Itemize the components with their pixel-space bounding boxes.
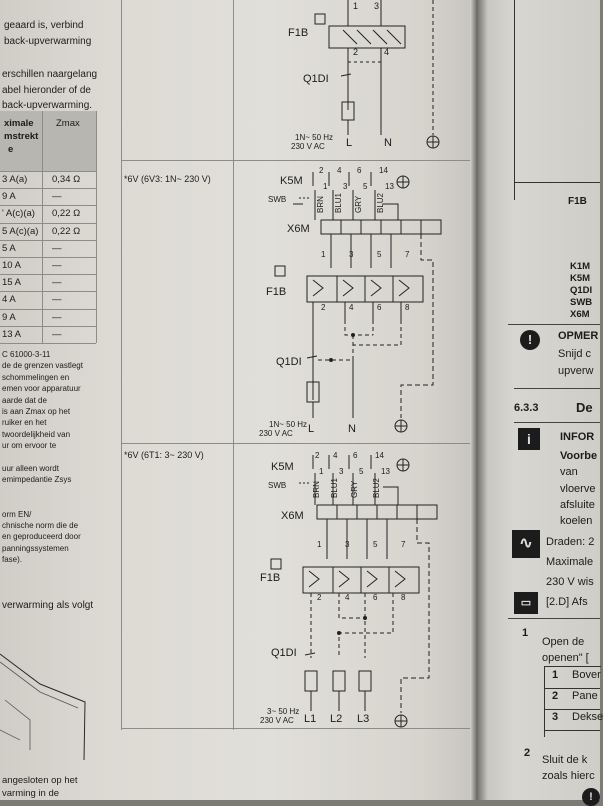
- sub-step-number: 1: [552, 669, 559, 681]
- terminal-number: 2: [319, 166, 324, 175]
- wiring-diagram-panel: [121, 0, 473, 800]
- left-page: [0, 0, 122, 800]
- table-row-border: [0, 343, 96, 344]
- breaker-terminal: 1: [317, 540, 322, 549]
- table-row-border: [0, 257, 96, 258]
- sub-step-border: [544, 730, 600, 731]
- box-border: [514, 0, 515, 200]
- swb-label: SWB: [268, 481, 287, 490]
- sub-step-text: Dekse: [572, 711, 603, 723]
- note-line: ruiker en het: [2, 418, 47, 428]
- terminal-number: 5: [359, 467, 364, 476]
- wire-color-label: BLU1: [330, 477, 339, 498]
- wire-color-label: BLU1: [334, 192, 343, 213]
- section-label-6t1: *6V (6T1: 3~ 230 V): [124, 450, 204, 460]
- section-label-6v3: *6V (6V3: 1N~ 230 V): [124, 174, 211, 184]
- breaker-terminal: 8: [405, 303, 410, 312]
- table-row-border: [0, 274, 96, 275]
- legend-item: K1M: [570, 261, 591, 272]
- table-header-current: mstrekt: [4, 131, 39, 142]
- step-number: 1: [522, 627, 529, 639]
- supply-label: 3~ 50 Hz: [267, 707, 300, 716]
- note-line: en geproduceerd door: [2, 532, 81, 542]
- info-title: INFOR: [560, 431, 595, 443]
- note-line: upverw: [558, 365, 594, 377]
- neutral-terminal: N: [384, 137, 392, 149]
- table-cell-zmax: 0,22 Ω: [52, 225, 81, 237]
- info-line: Voorbe: [560, 450, 598, 462]
- note-line: uur alleen wordt: [2, 464, 59, 473]
- table-row-border: [0, 309, 96, 310]
- terminal-number: 1: [353, 1, 359, 11]
- wire-color-label: BLU2: [376, 192, 385, 213]
- breaker-terminal: 2: [321, 303, 326, 312]
- breaker-terminal: 1: [321, 250, 326, 259]
- x6m-label: X6M: [287, 223, 310, 235]
- phase-terminal: L1: [304, 713, 317, 725]
- step-line: zoals hierc: [542, 770, 595, 782]
- note-line: C 61000-3-11: [2, 350, 51, 359]
- terminal-number: 2: [353, 47, 359, 57]
- sub-step-text: Pane: [572, 690, 598, 702]
- note-line: schommelingen en: [2, 372, 70, 382]
- section-title: De: [576, 400, 593, 415]
- legend-item: Q1DI: [570, 285, 593, 296]
- breaker-terminal: 4: [345, 593, 350, 602]
- settings-screen-icon: ▭: [514, 592, 538, 614]
- table-cell-current: 5 A(c)(a): [2, 225, 39, 237]
- table-cell-current: 4 A: [2, 294, 16, 306]
- table-cell-zmax: —: [52, 294, 62, 306]
- note-line: emimpedantie Zsys: [2, 475, 72, 485]
- heater-drawing: [0, 640, 100, 760]
- table-header-zmax: Zmax: [56, 118, 80, 129]
- q1di-label: Q1DI: [271, 647, 297, 659]
- table-cell-zmax: 0,22 Ω: [52, 208, 81, 220]
- f1b-label: F1B: [260, 572, 281, 584]
- info-line: afsluite: [560, 499, 595, 511]
- breaker-terminal: 8: [401, 593, 406, 602]
- top-circuit-diagram: [233, 0, 473, 160]
- supply-label: 1N~ 50 Hz: [269, 420, 308, 429]
- breaker-terminal: 7: [401, 540, 406, 549]
- intro-line: geaard is, verbind: [4, 20, 84, 31]
- terminal-number: 4: [337, 166, 342, 175]
- rule: [508, 618, 600, 619]
- note-line: panningssystemen: [2, 543, 69, 553]
- table-row-border: [0, 188, 96, 189]
- phase-terminal: L3: [357, 713, 370, 725]
- wire-color-label: BRN: [316, 196, 325, 213]
- k5m-label: K5M: [271, 461, 294, 473]
- supply-label: 1N~ 50 Hz: [295, 133, 334, 142]
- info-icon: i: [518, 428, 540, 450]
- note-line: emen voor apparatuur: [2, 384, 81, 394]
- table-cell-current: 13 A: [2, 328, 22, 340]
- panel-border: [121, 0, 122, 730]
- terminal-number: 13: [385, 182, 394, 191]
- table-cell-current: 5 A: [2, 242, 16, 254]
- table-row-border: [0, 223, 96, 224]
- k5m-label: K5M: [280, 175, 303, 187]
- table-header-current: ximale: [4, 118, 34, 129]
- legend-item: SWB: [570, 297, 593, 308]
- right-page: [478, 0, 603, 803]
- breaker-terminal: 5: [377, 250, 382, 259]
- f1b-label: F1B: [266, 286, 287, 298]
- section-number: 6.3.3: [514, 402, 539, 414]
- table-cell-current: 9 A: [2, 311, 16, 323]
- note-line: chnische norm die de: [2, 521, 79, 530]
- note-line: orm EN/: [2, 509, 32, 519]
- paragraph-line: angesloten op het: [2, 775, 78, 786]
- breaker-terminal: 4: [349, 303, 354, 312]
- note-line: ur om ervoor te: [2, 441, 57, 451]
- note-line: Snijd c: [558, 348, 592, 360]
- table-row-border: [0, 205, 96, 206]
- spec-line: [2.D] Afs: [546, 596, 588, 608]
- box-border: [514, 182, 600, 183]
- phase-terminal: L2: [330, 713, 343, 725]
- wire-color-label: GRY: [354, 195, 363, 213]
- rule: [508, 324, 600, 325]
- step-number: 2: [524, 747, 531, 759]
- wire-color-label: BLU2: [372, 477, 381, 498]
- terminal-number: 6: [353, 451, 358, 460]
- table-header-current: e: [8, 144, 14, 155]
- sub-step-border: [544, 709, 600, 710]
- legend-item: X6M: [570, 309, 590, 320]
- table-cell-zmax: 0,34 Ω: [52, 174, 81, 185]
- table-cell-zmax: —: [52, 260, 62, 271]
- table-divider: [96, 111, 97, 343]
- table-cell-zmax: —: [52, 242, 62, 254]
- line-terminal: L: [346, 137, 353, 149]
- breaker-terminal: 3: [345, 540, 350, 549]
- breaker-terminal: 7: [405, 250, 410, 259]
- breaker-terminal: 5: [373, 540, 378, 549]
- paragraph-line: back-upverwarming.: [2, 100, 93, 111]
- sub-step-border: [544, 688, 600, 689]
- f1b-label: F1B: [568, 196, 587, 207]
- note-line: twoordelijkheid van: [2, 429, 71, 439]
- x6m-label: X6M: [281, 510, 304, 522]
- sub-step-number: 3: [552, 711, 559, 723]
- step-line: Open de: [542, 636, 585, 648]
- warning-icon: !: [582, 788, 600, 806]
- sub-step-number: 2: [552, 690, 559, 702]
- table-cell-current: 10 A: [2, 260, 22, 271]
- paragraph-line: verwarming als volgt: [2, 600, 94, 611]
- cable-icon: ∿: [512, 530, 540, 558]
- table-row-border: [0, 240, 96, 241]
- terminal-number: 3: [339, 467, 344, 476]
- paragraph-line: abel hieronder of de: [2, 85, 91, 96]
- q1di-label: Q1DI: [303, 73, 329, 85]
- breaker-terminal: 3: [349, 250, 354, 259]
- terminal-number: 14: [379, 166, 388, 175]
- q1di-label: Q1DI: [276, 356, 302, 368]
- info-line: van: [560, 466, 578, 478]
- swb-label: SWB: [268, 195, 287, 204]
- terminal-number: 1: [319, 467, 324, 476]
- table-cell-current: 15 A: [2, 277, 22, 289]
- rule: [514, 422, 600, 423]
- paragraph-line: erschillen naargelang: [2, 69, 98, 80]
- intro-line: back-upverwarming: [4, 36, 92, 47]
- terminal-number: 14: [375, 451, 384, 460]
- note-line: aarde dat de: [2, 395, 47, 405]
- terminal-number: 13: [381, 467, 390, 476]
- breaker-terminal: 6: [377, 303, 382, 312]
- terminal-number: 1: [323, 182, 328, 191]
- spec-line: Maximale: [546, 556, 594, 568]
- note-title: OPMER: [558, 330, 599, 342]
- line-terminal: L: [308, 423, 315, 435]
- warning-icon: !: [520, 330, 540, 350]
- paragraph-line: varming in de: [2, 788, 60, 799]
- legend-item: K5M: [570, 273, 591, 284]
- table-cell-current: 9 A: [2, 191, 16, 203]
- table-row-border: [0, 171, 96, 172]
- terminal-number: 3: [343, 182, 348, 191]
- step-line: openen" [: [542, 652, 589, 664]
- terminal-number: 5: [363, 182, 368, 191]
- note-line: fase).: [2, 555, 23, 565]
- table-row-border: [0, 326, 96, 327]
- wire-color-label: GRY: [350, 480, 359, 498]
- info-line: koelen: [560, 515, 593, 527]
- step-line: Sluit de k: [542, 754, 588, 766]
- terminal-number: 4: [333, 451, 338, 460]
- supply-label: 230 V AC: [260, 716, 294, 725]
- terminal-number: 4: [384, 47, 390, 57]
- note-line: is aan Zmax op het: [2, 407, 71, 416]
- sub-step-text: Bover: [572, 669, 601, 681]
- table-cell-current: 3 A(a): [2, 174, 28, 185]
- rule: [514, 388, 600, 389]
- table-cell-zmax: —: [52, 328, 62, 340]
- f1b-label: F1B: [288, 27, 309, 39]
- wire-color-label: BRN: [312, 481, 321, 498]
- info-line: vloerve: [560, 483, 596, 495]
- spec-line: 230 V wis: [546, 576, 594, 588]
- neutral-terminal: N: [348, 423, 356, 435]
- note-line: de de grenzen vastlegt: [2, 361, 83, 371]
- breaker-terminal: 2: [317, 593, 322, 602]
- supply-label: 230 V AC: [259, 429, 293, 438]
- spec-line: Draden: 2: [546, 536, 595, 548]
- supply-label: 230 V AC: [291, 142, 325, 151]
- table-cell-zmax: —: [52, 311, 62, 323]
- table-cell-zmax: —: [52, 191, 62, 203]
- table-cell-zmax: —: [52, 277, 62, 289]
- terminal-number: 2: [315, 451, 320, 460]
- terminal-number: 3: [374, 1, 380, 11]
- breaker-terminal: 6: [373, 593, 378, 602]
- table-cell-current: ' A(c)(a): [2, 208, 35, 220]
- table-row-border: [0, 291, 96, 292]
- terminal-number: 6: [357, 166, 362, 175]
